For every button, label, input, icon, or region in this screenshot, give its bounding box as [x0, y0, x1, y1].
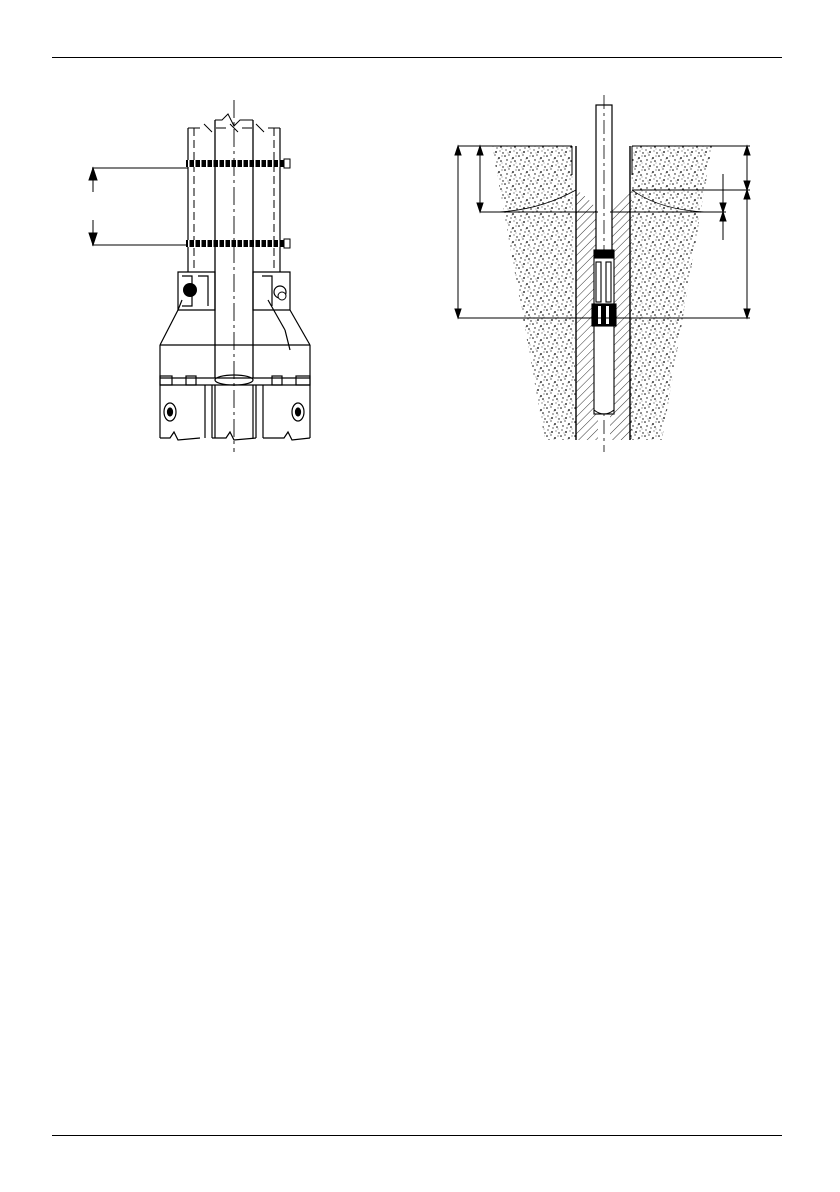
depth-dimensions-right	[720, 146, 750, 318]
depth-dimensions-left	[455, 146, 483, 318]
footer-rule	[52, 1135, 782, 1136]
submersible-pump	[592, 250, 616, 414]
soil-left	[492, 146, 576, 440]
